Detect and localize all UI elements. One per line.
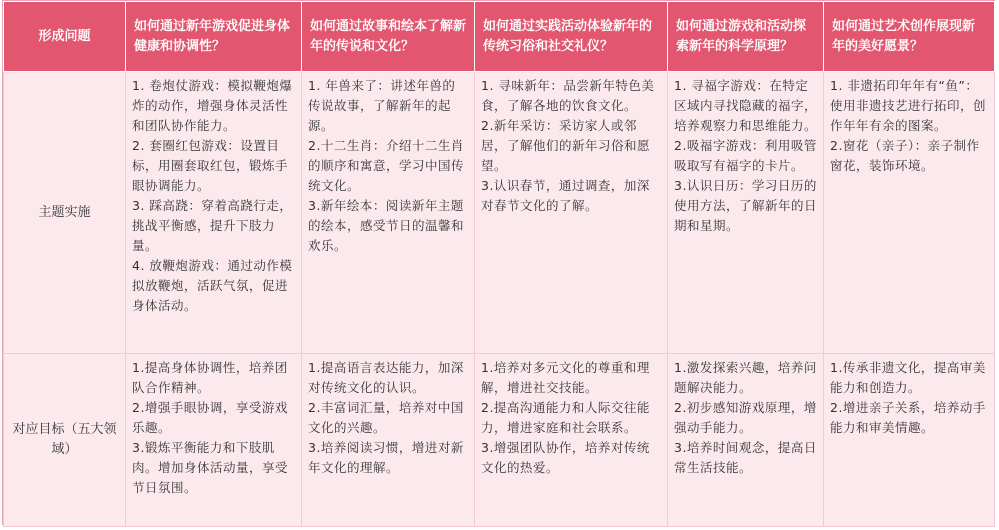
theme-table [3, 1, 995, 527]
column-header: 如何通过故事和绘本了解新年的传说和文化？ [302, 2, 475, 72]
table-cell [824, 72, 995, 354]
cell-item: 2.十二生肖：介绍十二生肖的顺序和寓意，学习中国传统文化。 [308, 138, 465, 193]
corner-header: 形成问题 [4, 2, 126, 72]
cell-item: 1. 卷炮仗游戏：模拟鞭炮爆炸的动作，增强身体灵活性和团队协作能力。 [132, 78, 293, 133]
table-cell [668, 72, 824, 354]
cell-item: 2.提高沟通能力和人际交往能力，增进家庭和社会联系。 [481, 400, 650, 435]
cell-item: 1. 非遗拓印年年有“鱼”：使用非遗技艺进行拓印，创作年年有余的图案。 [830, 78, 987, 133]
cell-item: 3.认识日历：学习日历的使用方法，了解新年的日期和星期。 [674, 178, 818, 233]
column-header: 如何通过艺术创作展现新年的美好愿景？ [824, 2, 995, 72]
cell-item: 3.增强团队协作，培养对传统文化的热爱。 [481, 440, 650, 475]
table-cell [302, 72, 475, 354]
table-row-goals [4, 354, 995, 527]
table-cell [126, 354, 302, 527]
table-cell [302, 354, 475, 527]
table-cell [126, 72, 302, 354]
cell-item: 2.增强手眼协调，享受游戏乐趣。 [132, 400, 288, 435]
cell-item: 1. 年兽来了：讲述年兽的传说故事，了解新年的起源。 [308, 78, 456, 133]
table-cell [475, 354, 668, 527]
cell-item: 2.增进亲子关系，培养动手能力和审美情趣。 [830, 400, 986, 435]
cell-item: 1.传承非遗文化，提高审美能力和创造力。 [830, 360, 986, 395]
table-cell [475, 72, 668, 354]
cell-item: 2.窗花（亲子）：亲子制作窗花，装饰环境。 [830, 138, 980, 173]
cell-item: 1.提高语言表达能力，加深对传统文化的认识。 [308, 360, 464, 395]
cell-item: 1.提高身体协调性，培养团队合作精神。 [132, 360, 288, 395]
cell-item: 1.培养对多元文化的尊重和理解，增进社交技能。 [481, 360, 650, 395]
table-cell [668, 354, 824, 527]
cell-item: 1. 寻福字游戏：在特定区域内寻找隐藏的福字，培养观察力和思维能力。 [674, 78, 818, 133]
cell-item: 3.培养时间观念，提高日常生活技能。 [674, 440, 817, 475]
cell-item: 3.认识春节，通过调查，加深对春节文化的了解。 [481, 178, 650, 213]
cell-item: 3. 踩高跷：穿着高跷行走，挑战平衡感，提升下肢力量。 [132, 198, 293, 253]
column-header: 如何通过新年游戏促进身体健康和协调性？ [126, 2, 302, 72]
row-header: 主题实施 [4, 72, 126, 354]
header-row [4, 2, 995, 72]
cell-item: 2.吸福字游戏：利用吸管吸取写有福字的卡片。 [674, 138, 817, 173]
cell-item: 4. 放鞭炮游戏：通过动作模拟放鞭炮，活跃气氛，促进身体活动。 [132, 258, 293, 313]
cell-item: 1. 寻味新年：品尝新年特色美食，了解各地的饮食文化。 [481, 78, 655, 113]
cell-item: 2.初步感知游戏原理，增强动手能力。 [674, 400, 817, 435]
table-row-implementation [4, 72, 995, 354]
cell-item: 2.新年采访：采访家人或邻居，了解他们的新年习俗和愿望。 [481, 118, 651, 173]
column-header: 如何通过游戏和活动探索新年的科学原理？ [668, 2, 824, 72]
theme-table-container [2, 0, 995, 525]
row-header: 对应目标（五大领域） [4, 354, 126, 527]
cell-item: 2.丰富词汇量，培养对中国文化的兴趣。 [308, 400, 464, 435]
column-header: 如何通过实践活动体验新年的传统习俗和社交礼仪？ [475, 2, 668, 72]
table-cell [824, 354, 995, 527]
cell-item: 2. 套圈红包游戏：设置目标，用圈套取红包，锻炼手眼协调能力。 [132, 138, 289, 193]
cell-item: 3.培养阅读习惯，增进对新年文化的理解。 [308, 440, 464, 475]
cell-item: 1.激发探索兴趣，培养问题解决能力。 [674, 360, 817, 395]
cell-item: 3.新年绘本：阅读新年主题的绘本，感受节日的温馨和欢乐。 [308, 198, 465, 253]
cell-item: 3.锻炼平衡能力和下肢肌肉。增加身体活动量，享受节日氛围。 [132, 440, 289, 495]
